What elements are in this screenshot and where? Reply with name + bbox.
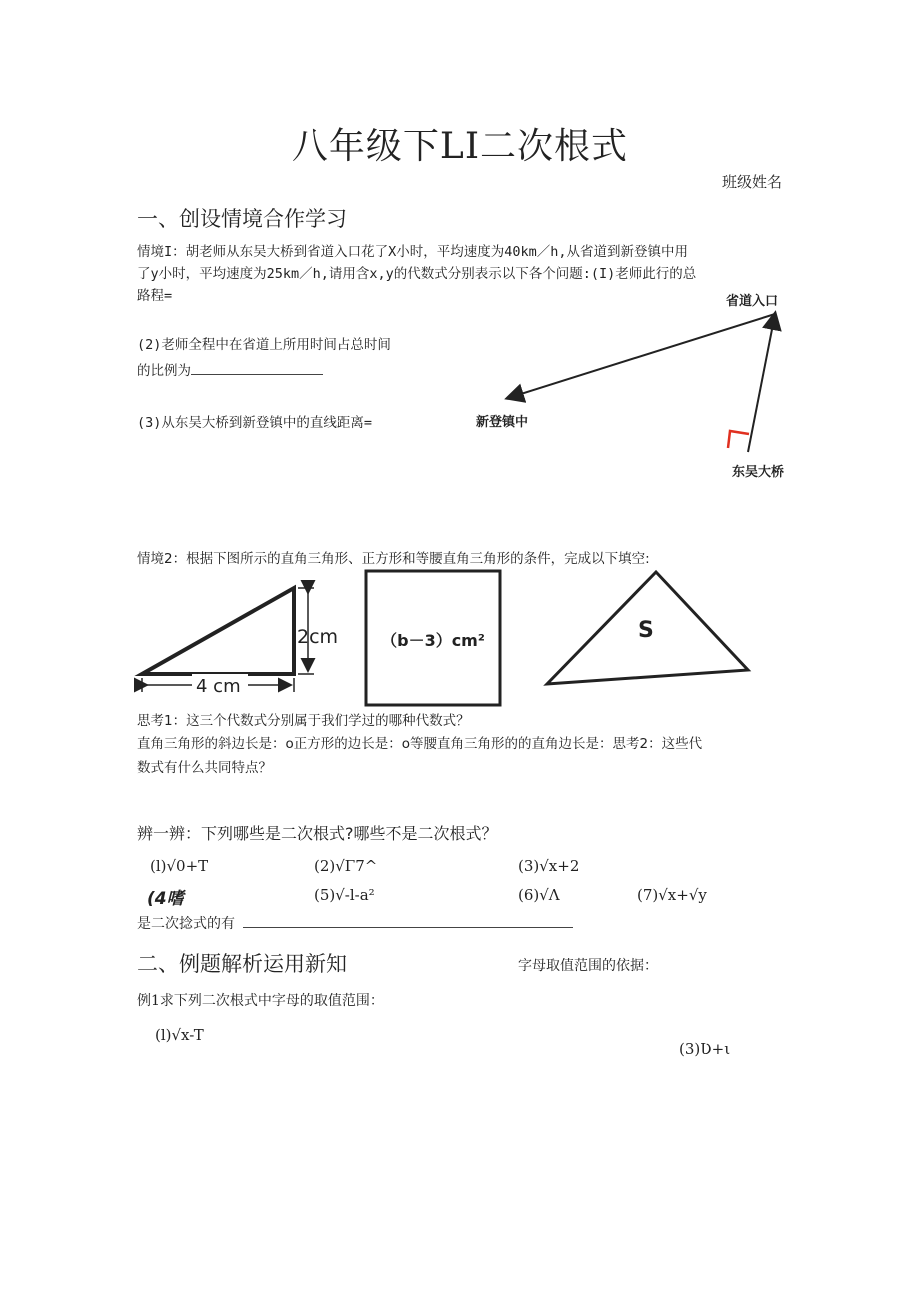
side-note: 字母取值范围的依据：	[518, 958, 658, 974]
route-bridge-to-entrance	[748, 314, 775, 452]
base-label: 4 cm	[196, 676, 241, 697]
section2-heading: 二、例题解析运用新知	[137, 952, 347, 976]
scenario1-line2: 了y小时，平均速度为25km／h,请用含x,y的代数式分别表示以下各个问题:(I)老师此行的总	[137, 266, 697, 282]
think-detail-line1: 直角三角形的斜边长是：o正方形的边长是：o等腰直角三角形的的直角边长是：思考2：这些代	[137, 736, 703, 752]
label-town: 新登镇中	[476, 415, 529, 430]
item-3: (3)√x+2	[518, 857, 580, 875]
question3: (3)从东吴大桥到新登镇中的直线距离=	[137, 415, 373, 431]
question2-line2	[137, 360, 467, 382]
think-detail-line2: 数式有什么共同特点？	[137, 760, 272, 776]
label-entrance: 省道入口	[726, 294, 779, 309]
scenario2-text: 情境2：根据下图所示的直角三角形、正方形和等腰直角三角形的条件，完成以下填空:	[137, 551, 650, 567]
item-6: (6)√Λ	[518, 886, 560, 904]
answer-row	[137, 913, 573, 933]
question2-label: 的比例为	[137, 363, 191, 379]
height-label: 2cm	[297, 626, 339, 648]
item-4: (4嗜	[147, 889, 184, 909]
think1-text: 思考1：这三个代数式分别属于我们学过的哪种代数式？	[137, 713, 470, 729]
example-item-3: (3)Ʋ+ι	[679, 1040, 731, 1058]
figures-row	[130, 568, 770, 710]
section1-heading: 一、创设情境合作学习	[137, 207, 347, 231]
question2	[137, 334, 467, 382]
example1-text: 例1求下列二次根式中字母的取值范围：	[137, 993, 384, 1009]
item-7: (7)√x+√y	[637, 886, 707, 904]
class-name-label: 班级姓名	[722, 173, 783, 191]
question2-line1: (2)老师全程中在省道上所用时间占总时间	[137, 337, 391, 353]
scenario1-line1: 情境I：胡老师从东吴大桥到省道入口花了X小时，平均速度为40km／h,从省道到新登镇中用	[137, 244, 689, 260]
page-title: 八年级下LI二次根式	[291, 126, 629, 167]
scenario1-line3: 路程=	[137, 288, 173, 304]
answer-label: 是二次捻式的有	[137, 916, 235, 932]
think-detail	[137, 733, 797, 779]
example-item-1: (l)√x-T	[155, 1026, 204, 1044]
right-angle-mark	[728, 431, 749, 448]
route-map-diagram	[470, 288, 800, 488]
label-bridge: 东吴大桥	[732, 465, 785, 480]
item-2: (2)√Γ7^	[314, 857, 378, 875]
answer-blank-2[interactable]	[243, 927, 573, 928]
right-triangle	[142, 588, 294, 674]
discriminate-prompt: 辨一辨：下列哪些是二次根式?哪些不是二次根式？	[137, 824, 498, 843]
route-entrance-to-town	[508, 314, 775, 398]
answer-blank[interactable]	[191, 374, 323, 375]
item-1: (l)√0+T	[150, 857, 209, 875]
item-5: (5)√-l-a²	[314, 886, 375, 904]
square-label: （b－3）cm²	[381, 631, 485, 650]
isosceles-label: S	[638, 618, 654, 643]
